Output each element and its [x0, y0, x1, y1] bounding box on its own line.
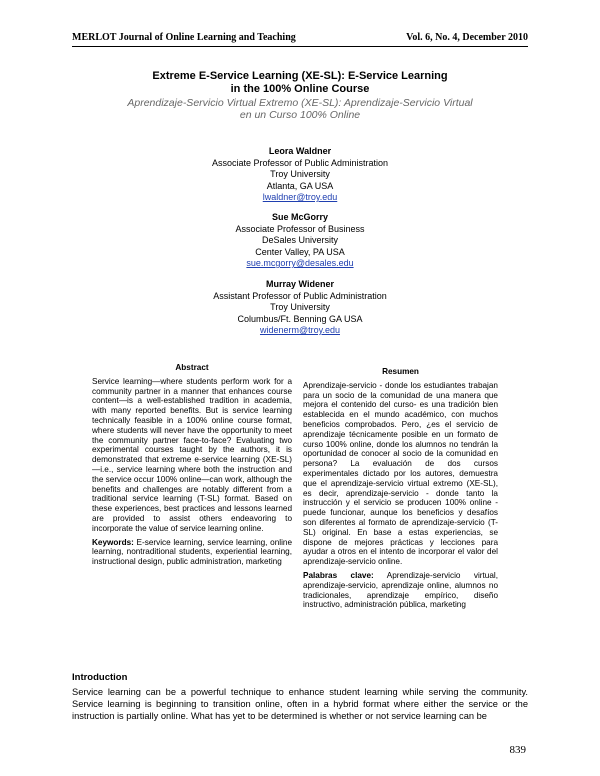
resumen-body: Aprendizaje-servicio - donde los estudiantes trabajan para un socio de la comunidad de una manera que mejora el contenido del curso- es una tradición bien establecida en el mundo académico, con muchos beneficios comprobados. Pero, ¿es el servicio de aprendizaje técnicamente posible en un formato de curso 100% online, donde los alumnos no tendrán la oportunidad de conocer al socio de la comunidad en persona? La evaluación de dos cursos experimentales dictado por los autores, demuestra que el aprendizaje-servicio virtual extremo (XE-SL), es decir, aprendizaje-servicio - donde tanto la instrucción y el servicio se producen 100% online - puede funcionar, aunque los beneficios y desafíos son diferentes al formato de aprendizaje-servicio (T-SL) original. En base a estas experiencias, se dispone de mejores prácticas y lecciones para ayudar a otros en el intento de incorporar el valor del aprendizaje-servicio online.	[303, 380, 498, 567]
palabras-clave-label: Palabras clave:	[303, 570, 374, 580]
author-institution: Troy University	[270, 169, 330, 179]
author-position: Assistant Professor of Public Administration	[213, 290, 387, 301]
author-block	[72, 146, 528, 204]
title-line-2: in the 100% Online Course	[230, 83, 370, 95]
author-name: Murray Widener	[266, 279, 334, 289]
page-number: 839	[509, 744, 526, 756]
header-rule	[72, 46, 528, 47]
author-block	[72, 212, 528, 270]
introduction-body: Service learning can be a powerful technique to enhance student learning while serving the community. Service learning is beginning to transition online, often in a hybrid format where either the service or the instruction is partially online. What has yet to be determined is whether or not service learning can be	[72, 687, 528, 721]
author-location: Center Valley, PA USA	[255, 246, 345, 257]
author-institution: DeSales University	[261, 235, 339, 245]
author-email-link[interactable]: widenerm@troy.edu	[259, 325, 340, 335]
author-block	[72, 279, 528, 337]
subtitle-line-1: Aprendizaje-Servicio Virtual Extremo (XE-SL): Aprendizaje-Servicio Virtual	[127, 97, 473, 109]
author-email-link[interactable]: lwaldner@troy.edu	[262, 192, 338, 202]
title-line-1: Extreme E-Service Learning (XE-SL): E-Service Learning	[152, 70, 448, 82]
author-position: Associate Professor of Business	[235, 223, 365, 234]
author-email-link[interactable]: sue.mcgorry@desales.edu	[246, 258, 354, 268]
keywords-label: Keywords:	[92, 537, 134, 547]
author-position: Associate Professor of Public Administration	[211, 157, 389, 168]
resumen-column	[303, 367, 498, 610]
subtitle-line-2: en un Curso 100% Online	[239, 109, 361, 121]
introduction-heading: Introduction	[72, 672, 128, 683]
palabras-clave-text: Aprendizaje-servicio virtual, aprendizaje-servicio, aprendizaje online, alumnos no tradicionales, aprendizaje empírico, diseño instructivo, administración pública, marketing	[303, 570, 498, 610]
author-name: Sue McGorry	[271, 212, 329, 222]
abstract-column	[92, 363, 292, 567]
abstract-body: Service learning—where students perform work for a community partner in a manner that enhances course content—is a well-established tradition in academia, with many reported benefits. But is service learning technically feasible in a 100% online course format, where students will never have the opportunity to meet the community partner face-to-face? Evaluating two experimental courses taught by the authors, it is demonstrated that extreme e-service learning (XE-SL)—i.e., service learning where both the instruction and the service occur 100% online—can work, although the benefits and challenges are notably different from a traditional service learning (T-SL) format. Based on these experiences, best practices and lessons learned are provided to assist others endeavoring to incorporate the value of service learning online.	[92, 376, 292, 533]
author-location: Atlanta, GA USA	[266, 180, 334, 191]
author-name: Leora Waldner	[268, 146, 332, 156]
abstract-heading: Abstract	[175, 363, 209, 372]
abstract-keywords	[92, 538, 292, 567]
resumen-keywords	[303, 571, 498, 610]
author-location: Columbus/Ft. Benning GA USA	[237, 313, 363, 324]
author-institution: Troy University	[270, 302, 330, 312]
keywords-text: E-service learning, service learning, online learning, nontraditional students, experiential learning, instructional design, public administration, marketing	[92, 537, 292, 567]
resumen-heading: Resumen	[382, 367, 419, 376]
journal-name: MERLOT Journal of Online Learning and Teaching	[72, 32, 296, 43]
issue-info: Vol. 6, No. 4, December 2010	[406, 32, 528, 43]
